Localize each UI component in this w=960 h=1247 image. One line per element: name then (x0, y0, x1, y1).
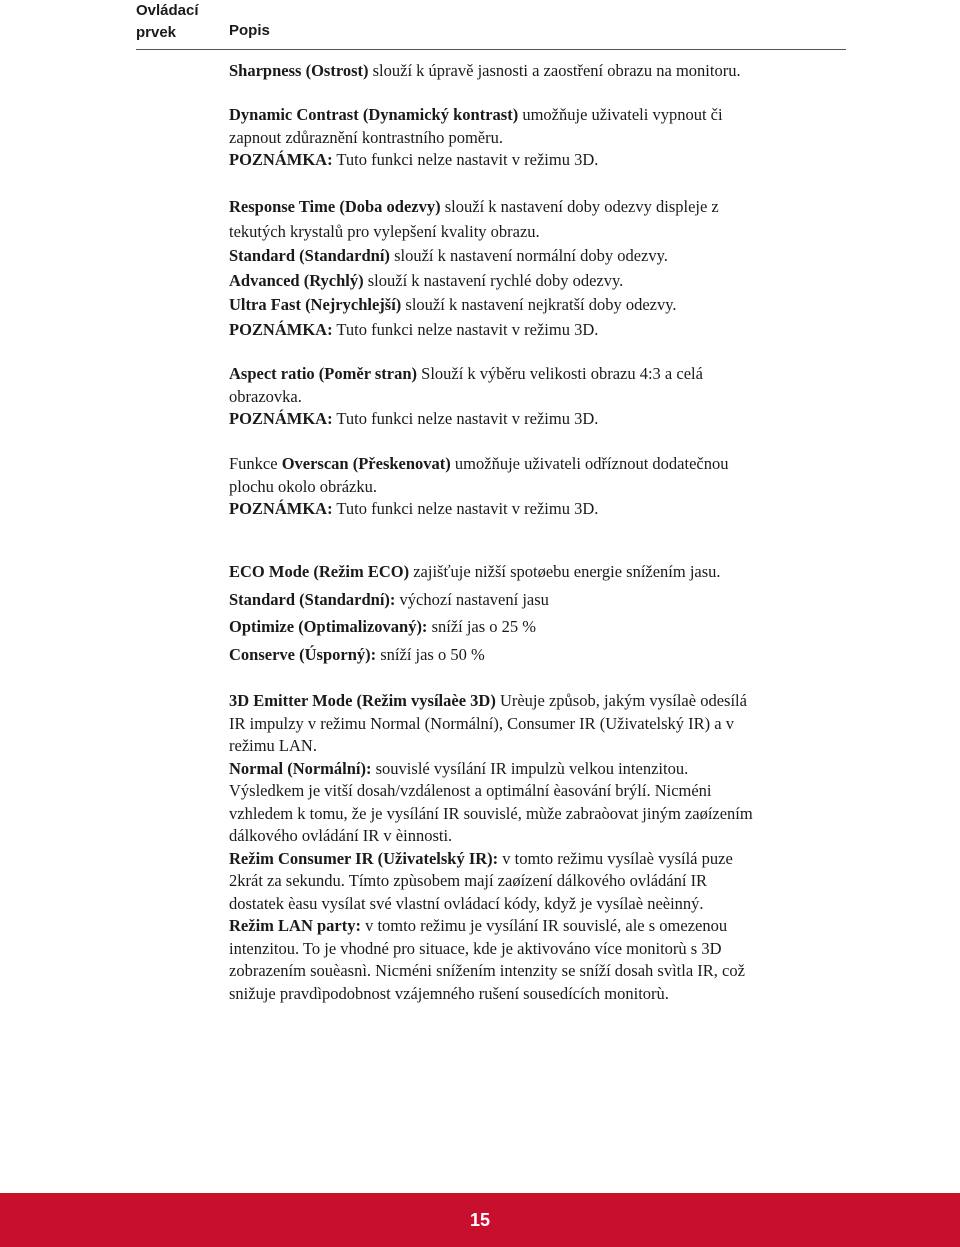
text-line (229, 149, 849, 172)
text-line (229, 498, 849, 521)
text-run: v tomto režimu je vysílání IR souvislé, ale s omezenou (360, 916, 728, 935)
text-run: slouží k nastavení rychlé doby odezvy. (363, 270, 624, 290)
bold-term: Standard (Standardní): (229, 589, 396, 609)
text-line (229, 244, 849, 269)
text-line (229, 195, 849, 220)
text-line (229, 735, 849, 758)
text-run: intenzitou. To je vhodné pro situace, kde je aktivováno více monitorù s 3D (229, 938, 722, 958)
column-header-control-line: Ovládací (136, 2, 199, 19)
bold-term: POZNÁMKA: (229, 319, 333, 339)
text-run: režimu LAN. (229, 736, 317, 755)
bold-term: POZNÁMKA: (229, 150, 333, 169)
bold-term: POZNÁMKA: (229, 409, 333, 428)
bold-term: Conserve (Úsporný): (229, 644, 377, 664)
text-run: 2krát za sekundu. Tímto zpùsobem mají zaøízení dálkového ovládání IR (229, 871, 708, 890)
bold-term: Normal (Normální): (229, 758, 372, 778)
text-line (229, 453, 849, 476)
text-line (229, 586, 849, 614)
text-line (229, 60, 849, 83)
section-2 (229, 104, 849, 172)
text-line (229, 641, 849, 669)
text-line (229, 690, 849, 713)
text-line (229, 269, 849, 294)
bold-term: 3D Emitter Mode (Režim vysílaèe 3D) (229, 691, 496, 710)
bold-term: Režim Consumer IR (Uživatelský IR): (229, 848, 499, 868)
text-run: dostatek èasu vysílat své vlastní ovládací kódy, když je vysílaè neèinný. (229, 893, 704, 913)
bold-term: Advanced (Rychlý) (229, 270, 364, 290)
bold-term: Standard (Standardní) (229, 246, 390, 265)
bold-term: Sharpness (Ostrost) (229, 61, 369, 80)
text-line (229, 476, 849, 499)
text-line (229, 104, 849, 127)
text-run: umožňuje uživateli vypnout či (518, 105, 723, 124)
section-4 (229, 363, 849, 431)
text-run: slouží k úpravě jasnosti a zaostření obrazu na monitoru. (368, 61, 741, 80)
section-1 (229, 60, 849, 83)
bold-term: Aspect ratio (Poměr stran) (229, 364, 418, 383)
text-run: Tuto funkci nelze nastavit v režimu 3D. (332, 409, 599, 428)
text-line (229, 893, 849, 916)
text-run: Tuto funkci nelze nastavit v režimu 3D. (332, 150, 599, 169)
text-run: v tomto režimu vysílaè vysílá puze (498, 848, 733, 868)
text-line (229, 960, 849, 983)
text-line (229, 713, 849, 736)
column-header-control (136, 0, 199, 44)
text-run: Tuto funkci nelze nastavit v režimu 3D. (332, 499, 599, 518)
text-line (229, 293, 849, 318)
text-run: obrazovka. (229, 386, 302, 406)
bold-term: Režim LAN party: (229, 916, 361, 935)
page-footer (0, 1193, 960, 1247)
text-line (229, 825, 849, 848)
text-line (229, 408, 849, 431)
column-header-description: Popis (229, 22, 270, 39)
text-line (229, 386, 849, 409)
bold-term: ECO Mode (Režim ECO) (229, 562, 410, 581)
page-number: 15 (469, 1210, 491, 1230)
text-line (229, 758, 849, 781)
text-run: slouží k nastavení normální doby odezvy. (389, 246, 668, 265)
text-line (229, 127, 849, 150)
text-run: sníží jas o 50 % (376, 644, 485, 664)
section-5 (229, 453, 849, 521)
bold-term: Ultra Fast (Nejrychlejší) (229, 295, 402, 314)
bold-term: Response Time (Doba odezvy) (229, 197, 441, 216)
column-header-control-line: prvek (136, 24, 177, 41)
text-run: Funkce (229, 454, 282, 473)
text-run: souvislé vysílání IR impulzù velkou intenzitou. (371, 758, 689, 778)
text-line (229, 938, 849, 961)
text-run: snižuje pravdìpodobnost vzájemného rušení sousedících monitorù. (229, 983, 669, 1003)
bold-term: Dynamic Contrast (Dynamický kontrast) (229, 105, 519, 124)
text-run: dálkového ovládání IR v èinnosti. (229, 826, 453, 845)
text-line (229, 983, 849, 1006)
bold-term: Overscan (Přeskenovat) (281, 454, 451, 473)
table-header (0, 0, 846, 51)
section-3 (229, 195, 849, 342)
text-run: slouží k nastavení doby odezvy displeje z (440, 197, 719, 216)
bold-term: POZNÁMKA: (229, 499, 333, 518)
text-run: zajišťuje nižší spotøebu energie snížením jasu. (409, 562, 721, 581)
text-run: IR impulzy v režimu Normal (Normální), Consumer IR (Uživatelský IR) a v (229, 713, 734, 733)
text-run: výchozí nastavení jasu (395, 589, 549, 609)
text-line (229, 318, 849, 343)
text-run: Tuto funkci nelze nastavit v režimu 3D. (332, 319, 599, 339)
text-line (229, 613, 849, 641)
text-line (229, 220, 849, 245)
text-line (229, 915, 849, 938)
text-line (229, 558, 849, 586)
bold-term: Optimize (Optimalizovaný): (229, 617, 428, 636)
text-run: Slouží k výběru velikosti obrazu 4:3 a celá (417, 364, 703, 383)
text-line (229, 803, 849, 826)
section-6 (229, 558, 849, 668)
text-run: zobrazením souèasnì. Nicméni snížením intenzity se sníží dosah svìtla IR, což (229, 961, 745, 980)
text-line (229, 848, 849, 871)
text-run: tekutých krystalů pro vylepšení kvality obrazu. (229, 221, 540, 241)
text-line (229, 363, 849, 386)
text-run: plochu okolo obrázku. (229, 476, 378, 496)
text-line (229, 870, 849, 893)
text-run: Výsledkem je vitší dosah/vzdálenost a optimální èasování brýlí. Nicméni (229, 781, 712, 800)
text-run: slouží k nastavení nejkratší doby odezvy. (401, 295, 677, 314)
text-run: zapnout zdůraznění kontrastního poměru. (229, 127, 503, 147)
text-run: vzhledem k tomu, že je vysílání IR souvislé, mùže zabraòovat jiným zaøízením (229, 803, 753, 823)
text-line (229, 780, 849, 803)
text-run: umožňuje uživateli odříznout dodatečnou (450, 454, 729, 473)
text-run: sníží jas o 25 % (427, 617, 537, 636)
section-7 (229, 690, 849, 1005)
header-divider (136, 49, 846, 50)
text-run: Urèuje způsob, jakým vysílaè odesílá (495, 691, 747, 710)
